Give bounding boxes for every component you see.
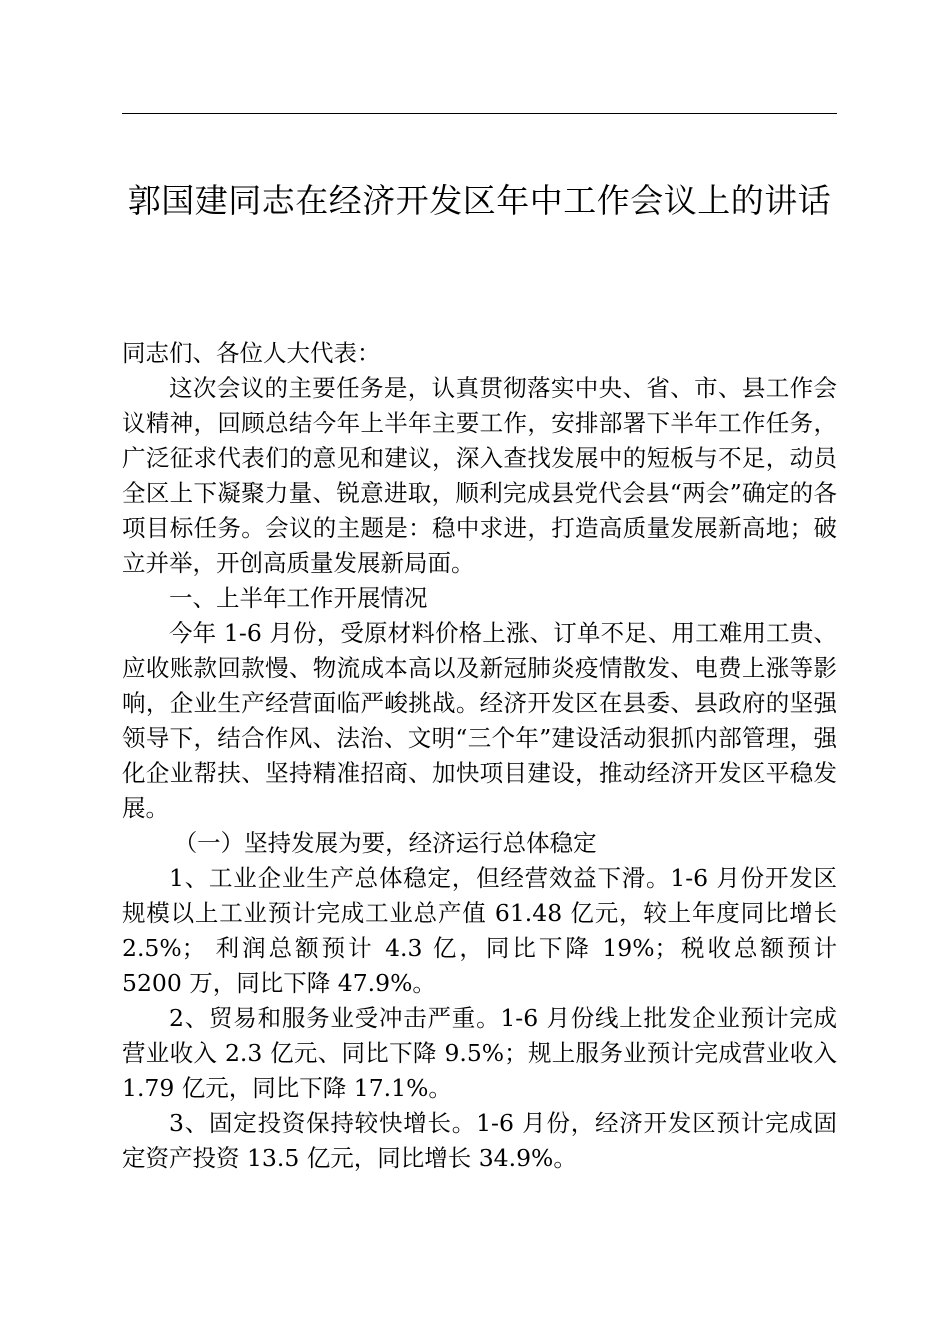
header-rule xyxy=(122,113,837,114)
paragraph-item-1: 1、工业企业生产总体稳定，但经营效益下滑。1-6 月份开发区规模以上工业预计完成工业总产值 61.48 亿元，较上年度同比增长 2.5%； 利润总额预计 4.3 亿，同比下降 19%；税收总额预计 5200 万，同比下降 47.9%。 xyxy=(122,864,837,997)
paragraph-intro: 这次会议的主要任务是，认真贯彻落实中央、省、市、县工作会议精神，回顾总结今年上半年主要工作，安排部署下半年工作任务，广泛征求代表们的意见和建议，深入查找发展中的短板与不足，动员全区上下凝聚力量、锐意进取，顺利完成县党代会县“两会”确定的各项目标任务。会议的主题是：稳中求进，打造高质量发展新高地；破立并举，开创高质量发展新局面。 xyxy=(122,374,837,577)
document-title: 郭国建同志在经济开发区年中工作会议上的讲话 xyxy=(127,181,832,220)
subsection-heading-1: （一）坚持发展为要，经济运行总体稳定 xyxy=(173,829,597,857)
paragraph-overview: 今年 1-6 月份，受原材料价格上涨、订单不足、用工难用工贵、应收账款回款慢、物流成本高以及新冠肺炎疫情散发、电费上涨等影响，企业生产经营面临严峻挑战。经济开发区在县委、县政府的坚强领导下，结合作风、法治、文明“三个年”建设活动狠抓内部管理，强化企业帮扶、坚持精准招商、加快项目建设，推动经济开发区平稳发展。 xyxy=(122,619,837,822)
salutation: 同志们、各位人大代表： xyxy=(122,339,381,367)
paragraph-item-3: 3、固定投资保持较快增长。1-6 月份，经济开发区预计完成固定资产投资 13.5 亿元，同比增长 34.9%。 xyxy=(122,1109,837,1172)
document-body xyxy=(122,336,837,1176)
paragraph-item-2: 2、贸易和服务业受冲击严重。1-6 月份线上批发企业预计完成营业收入 2.3 亿元、同比下降 9.5%；规上服务业预计完成营业收入 1.79 亿元，同比下降 17.1%。 xyxy=(122,1004,837,1102)
section-heading-1: 一、上半年工作开展情况 xyxy=(169,584,428,612)
